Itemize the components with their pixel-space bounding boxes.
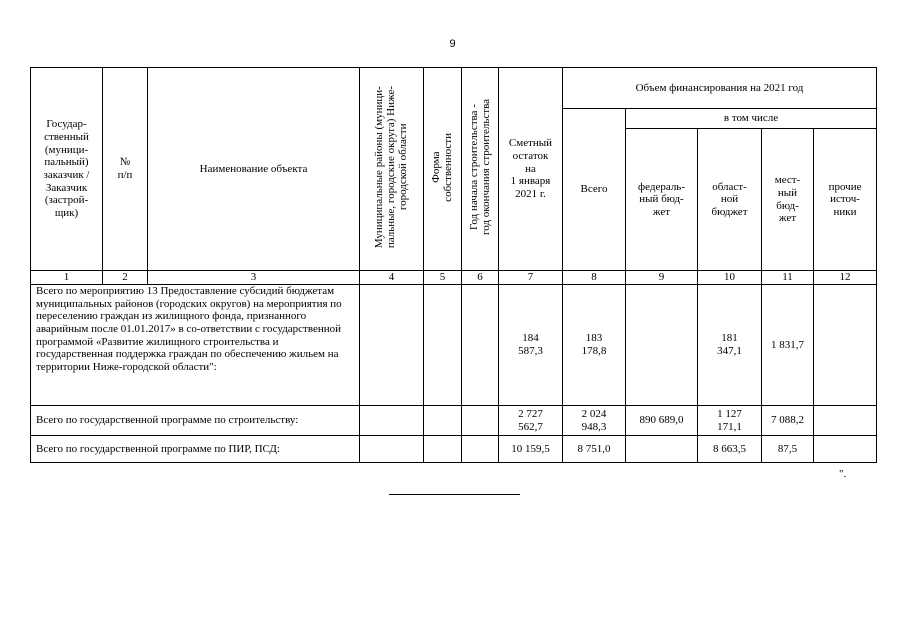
cell-other <box>814 436 877 463</box>
column-number: 5 <box>424 271 462 285</box>
header-ownership-form: Форма собственности <box>430 132 455 202</box>
cell-other <box>814 285 877 406</box>
row-label: Всего по государственной программе по ПИР, ПСД: <box>31 436 360 463</box>
header-construction-years: Год начала строительства - год окончания строительства <box>467 99 492 236</box>
cell-local: 87,5 <box>762 436 814 463</box>
column-number: 12 <box>814 271 877 285</box>
cell-total: 2 024 948,3 <box>563 406 626 436</box>
column-number: 2 <box>103 271 148 285</box>
closing-quote-mark: ". <box>839 468 847 480</box>
column-number: 7 <box>499 271 563 285</box>
cell-regional: 1 127 171,1 <box>698 406 762 436</box>
cell-estimated-balance: 10 159,5 <box>499 436 563 463</box>
cell-federal <box>626 436 698 463</box>
column-number-row <box>31 271 877 285</box>
cell-federal: 890 689,0 <box>626 406 698 436</box>
header-number: № п/п <box>103 68 148 271</box>
column-number: 9 <box>626 271 698 285</box>
column-number: 8 <box>563 271 626 285</box>
separator-line <box>389 494 520 495</box>
table-row <box>31 436 877 463</box>
column-number: 6 <box>462 271 499 285</box>
column-number: 4 <box>360 271 424 285</box>
table-row <box>31 406 877 436</box>
header-estimated-balance: Сметный остаток на 1 января 2021 г. <box>499 68 563 271</box>
financing-table <box>30 67 877 463</box>
cell-total: 183 178,8 <box>563 285 626 406</box>
cell-local: 7 088,2 <box>762 406 814 436</box>
cell-local: 1 831,7 <box>762 285 814 406</box>
header-federal-budget: федераль- ный бюд- жет <box>626 129 698 271</box>
cell-estimated-balance: 184 587,3 <box>499 285 563 406</box>
page-number: 9 <box>449 38 456 50</box>
row-label: Всего по государственной программе по строительству: <box>31 406 360 436</box>
header-object-name: Наименование объекта <box>148 68 360 271</box>
header-financing-2021: Объем финансирования на 2021 год <box>563 68 877 109</box>
table-row <box>31 285 877 406</box>
header-local-budget: мест- ный бюд- жет <box>762 129 814 271</box>
column-number: 10 <box>698 271 762 285</box>
cell-estimated-balance: 2 727 562,7 <box>499 406 563 436</box>
header-other-sources: прочие источ- ники <box>814 129 877 271</box>
row-label: Всего по мероприятию 13 Предоставление субсидий бюджетам муниципальных районов (городских округов) на мероприятия по переселению граждан из жилищного фонда, признанного аварийным после 01.01.2017» в со-ответствии с государственной программой «Развитие жилищного строительства и государственная поддержка граждан по обеспечению жильем на территории Ниже-городской области": <box>31 285 360 406</box>
cell-federal <box>626 285 698 406</box>
header-municipal-districts: Муниципальные районы (муници- пальные, городские округа) Ниже- городской области <box>373 86 410 249</box>
cell-total: 8 751,0 <box>563 436 626 463</box>
header-including: в том числе <box>626 109 877 129</box>
cell-other <box>814 406 877 436</box>
header-total: Всего <box>563 109 626 271</box>
column-number: 3 <box>148 271 360 285</box>
header-regional-budget: област- ной бюджет <box>698 129 762 271</box>
header-customer: Государ- ственный (муници- пальный) заказчик / Заказчик (застрой- щик) <box>31 68 103 271</box>
cell-regional: 181 347,1 <box>698 285 762 406</box>
column-number: 1 <box>31 271 103 285</box>
column-number: 11 <box>762 271 814 285</box>
cell-regional: 8 663,5 <box>698 436 762 463</box>
